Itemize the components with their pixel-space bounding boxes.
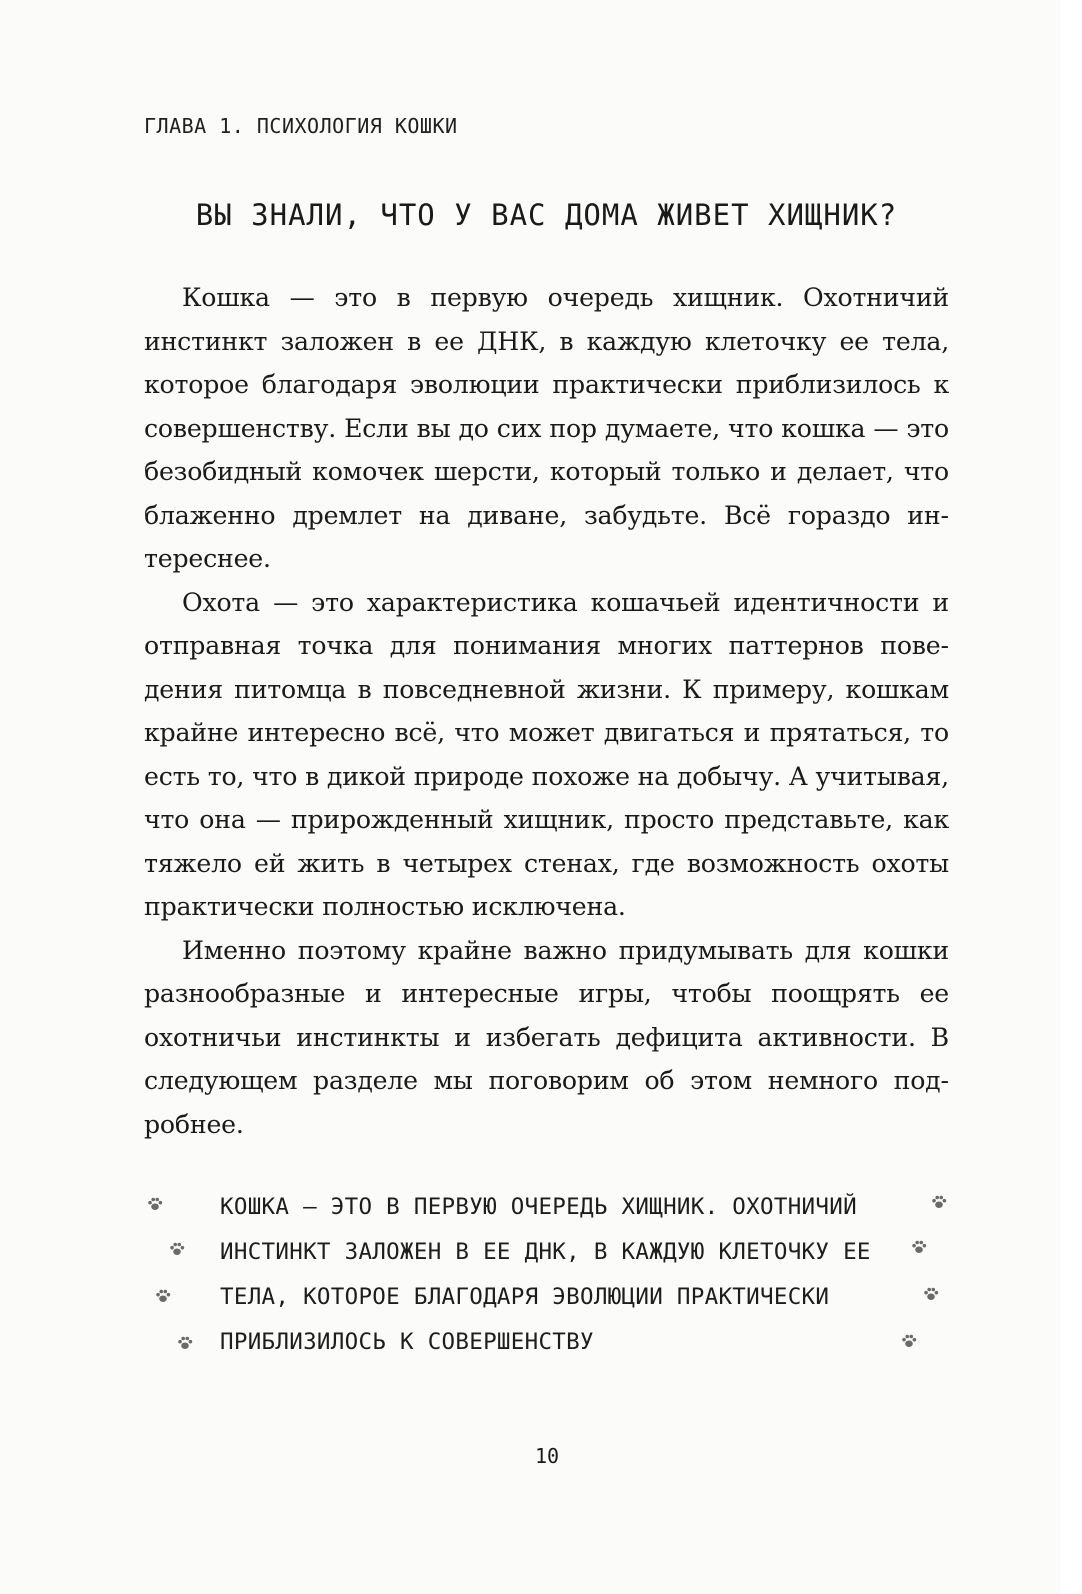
pull-quote-line: ТЕЛА, КОТОРОЕ БЛАГОДАРЯ ЭВОЛЮЦИИ ПРАКТИЧЕСКИ — [220, 1284, 830, 1310]
paw-print-icon — [168, 1240, 186, 1258]
paw-print-icon — [910, 1238, 928, 1256]
page-number: 10 — [534, 1444, 560, 1468]
body-text — [144, 276, 949, 1146]
paw-print-icon — [930, 1193, 948, 1211]
paw-print-icon — [146, 1195, 164, 1213]
pull-quote-line: ПРИБЛИЗИЛОСЬ К СОВЕРШЕНСТВУ — [220, 1329, 594, 1355]
paw-print-icon — [154, 1287, 172, 1305]
pull-quote-line: КОШКА — ЭТО В ПЕРВУЮ ОЧЕРЕДЬ ХИЩНИК. ОХОТНИЧИЙ — [220, 1194, 857, 1220]
pull-quote — [144, 1186, 954, 1366]
paw-print-icon — [900, 1332, 918, 1350]
running-head: ГЛАВА 1. ПСИХОЛОГИЯ КОШКИ — [144, 114, 458, 138]
section-title: ВЫ ЗНАЛИ, ЧТО У ВАС ДОМА ЖИВЕТ ХИЩНИК? — [195, 198, 898, 232]
page-edge — [1060, 0, 1082, 1594]
paw-print-icon — [176, 1334, 194, 1352]
pull-quote-line: ИНСТИНКТ ЗАЛОЖЕН В ЕЕ ДНК, В КАЖДУЮ КЛЕТОЧКУ ЕЕ — [220, 1239, 871, 1265]
paw-print-icon — [922, 1285, 940, 1303]
paragraph: Именно поэтому крайне важно придумывать для кошки разнообразные и интересные игры, чтобы поощрять ее охотничьи инстинкты и избегать дефицита активности. В следующем разделе мы поговорим об этом немного подробнее. — [144, 935, 949, 1139]
paragraph: Охота — это характеристика кошачьей идентичности и отправная точка для понимания многих паттернов поведения питомца в повседневной жизни. К примеру, кошкам крайне интересно всё, что может двигаться и прятаться, то есть то, что в дикой природе похоже на добычу. А учитывая, что она — прирожденный хищник, просто представьте, как тяжело ей жить в четырех стенах, где возможность охоты практически полностью исключена. — [144, 587, 949, 921]
paragraph: Кошка — это в первую очередь хищник. Охотничий инстинкт заложен в ее ДНК, в каждую клеточку ее тела, которое благодаря эволюции практически приблизилось к совершенству. Если вы до сих пор думаете, что кошка — это безобидный комочек шерсти, который только и делает, что блаженно дремлет на диване, забудьте. Всё гораздо интереснее. — [144, 283, 949, 573]
